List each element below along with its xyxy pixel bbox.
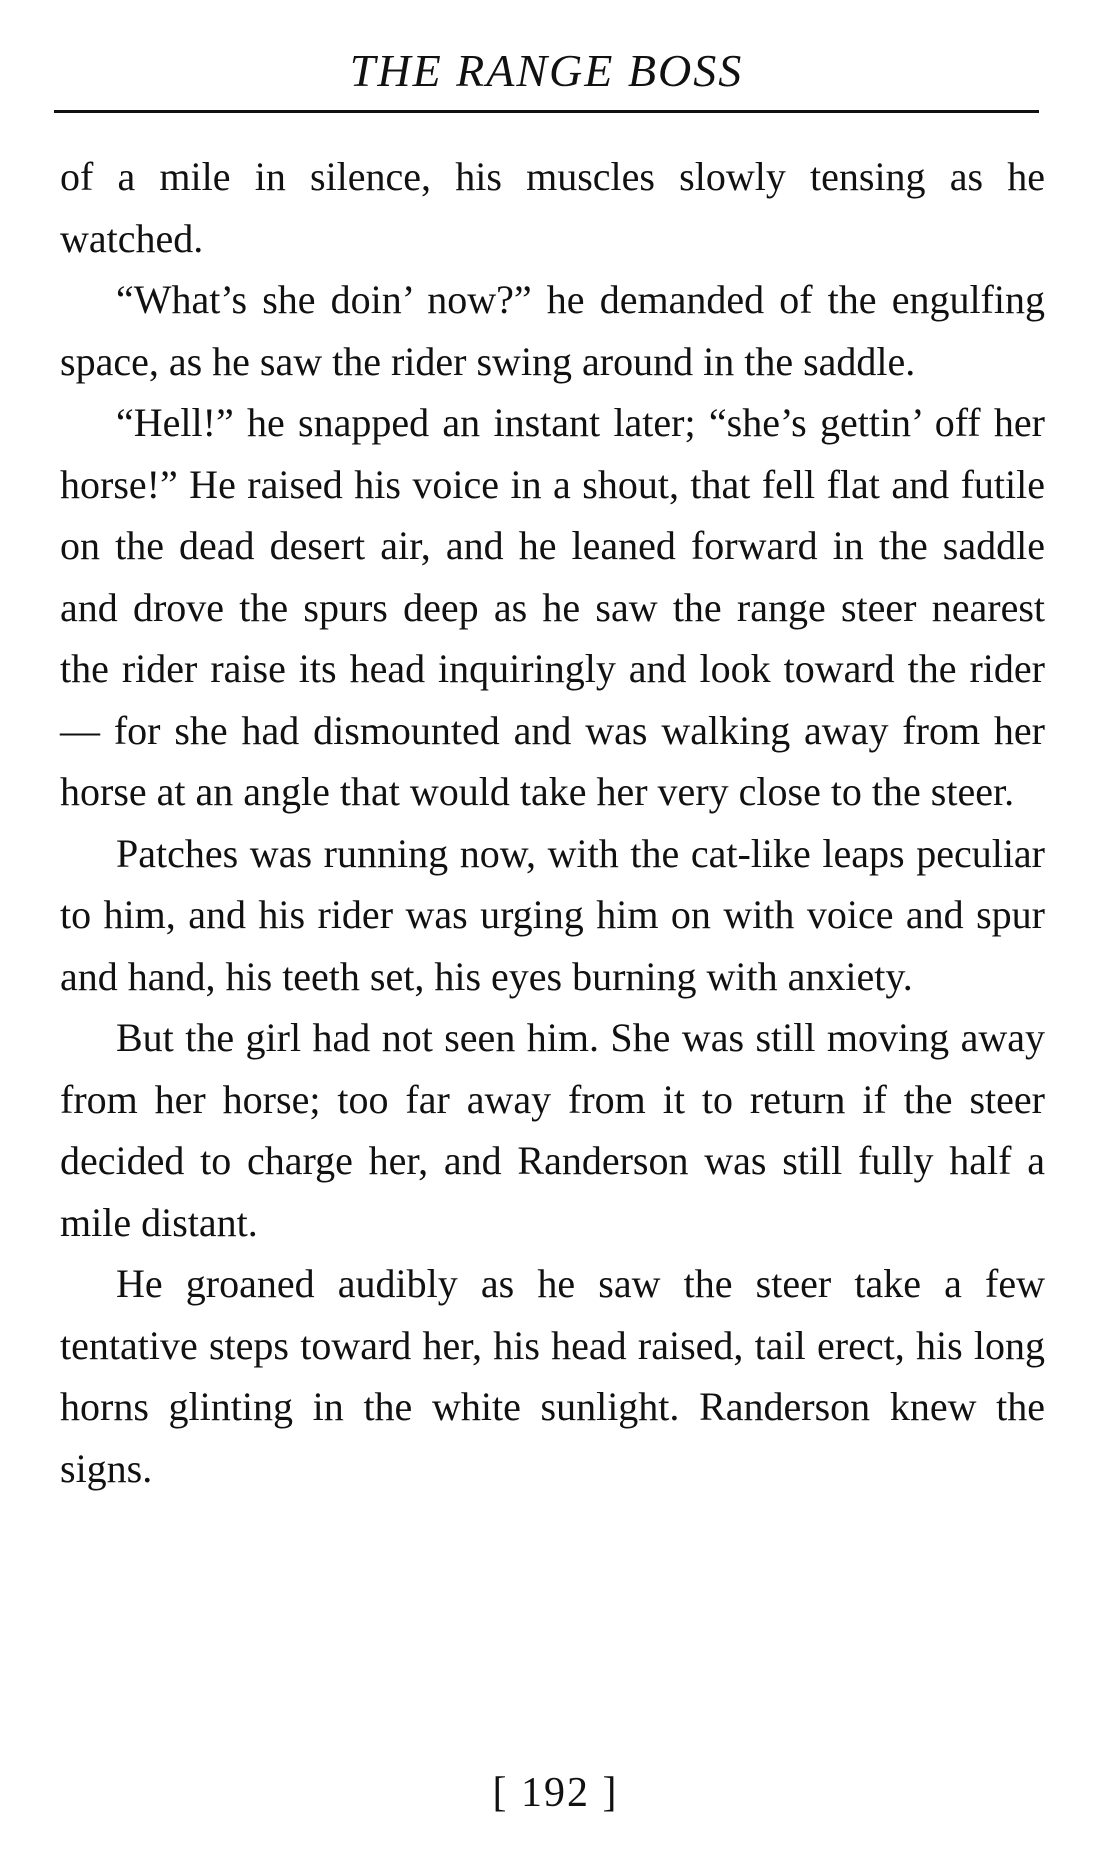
- page-number: [ 192 ]: [492, 1770, 619, 1816]
- paragraph: He groaned audibly as he saw the steer take a few tentative steps toward her, his head raised, tail erect, his long horns glinting in the white sunlight. Randerson knew the signs.: [60, 1261, 1045, 1491]
- paragraph: “Hell!” he snapped an instant later; “she’s gettin’ off her horse!” He raised his voice in a shout, that fell flat and futile on the dead desert air, and he leaned forward in the saddle and drove the spurs deep as he saw the range steer nearest the rider raise its head inquiringly and look toward the rider — for she had dismounted and was walking away from her horse at an angle that would take her very close to the steer.: [60, 400, 1045, 814]
- header-rule: [54, 110, 1039, 113]
- running-title: THE RANGE BOSS: [349, 45, 744, 96]
- paragraph: Patches was running now, with the cat-like leaps peculiar to him, and his rider was urging him on with voice and spur and hand, his teeth set, his eyes burning with anxiety.: [60, 830, 1045, 999]
- paragraph: “What’s she doin’ now?” he demanded of the engulfing space, as he saw the rider swing around in the saddle.: [60, 277, 1045, 384]
- paragraph: But the girl had not seen him. She was still moving away from her horse; too far away from it to return if the steer decided to charge her, and Randerson was still fully half a mile distant.: [60, 1015, 1045, 1245]
- body-text: [60, 146, 1045, 1499]
- paragraph: of a mile in silence, his muscles slowly tensing as he watched.: [60, 154, 1045, 261]
